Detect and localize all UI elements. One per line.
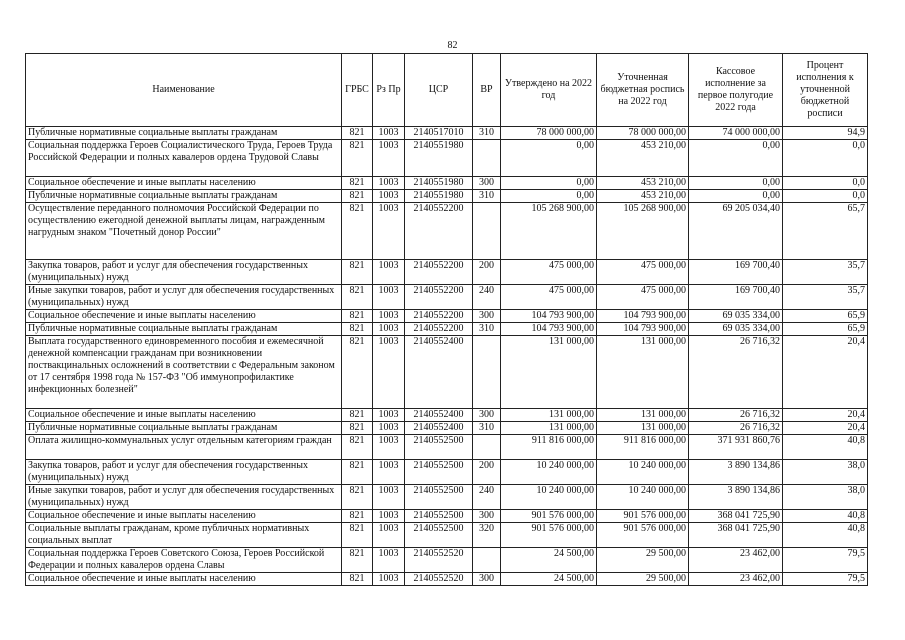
cell-rzpr: 1003 — [373, 285, 405, 310]
cell-name: Социальное обеспечение и иные выплаты населению — [26, 177, 342, 190]
cell-approved: 911 816 000,00 — [501, 435, 597, 460]
table-row — [26, 573, 868, 586]
cell-csr: 2140551980 — [405, 190, 473, 203]
cell-rzpr: 1003 — [373, 548, 405, 573]
cell-csr: 2140552500 — [405, 460, 473, 485]
cell-name: Иные закупки товаров, работ и услуг для обеспечения государственных (муниципальных) нужд — [26, 285, 342, 310]
cell-percent: 38,0 — [783, 485, 868, 510]
header-name: Наименование — [26, 54, 342, 127]
table-row — [26, 435, 868, 460]
cell-approved: 104 793 900,00 — [501, 323, 597, 336]
cell-name: Оплата жилищно-коммунальных услуг отдельным категориям граждан — [26, 435, 342, 460]
cell-vr: 310 — [473, 422, 501, 435]
cell-rzpr: 1003 — [373, 127, 405, 140]
table-row — [26, 323, 868, 336]
cell-refined: 29 500,00 — [597, 573, 689, 586]
cell-refined: 131 000,00 — [597, 336, 689, 409]
header-percent: Процент исполнения к уточненной бюджетной росписи — [783, 54, 868, 127]
cell-csr: 2140552500 — [405, 485, 473, 510]
cell-vr: 300 — [473, 310, 501, 323]
header-csr: ЦСР — [405, 54, 473, 127]
cell-csr: 2140552400 — [405, 422, 473, 435]
cell-rzpr: 1003 — [373, 460, 405, 485]
header-grbs: ГРБС — [342, 54, 373, 127]
cell-csr: 2140552200 — [405, 285, 473, 310]
table-row — [26, 140, 868, 177]
cell-grbs: 821 — [342, 485, 373, 510]
cell-csr: 2140552520 — [405, 548, 473, 573]
cell-grbs: 821 — [342, 127, 373, 140]
cell-approved: 0,00 — [501, 140, 597, 177]
cell-refined: 10 240 000,00 — [597, 460, 689, 485]
table-row — [26, 285, 868, 310]
cell-executed: 69 035 334,00 — [689, 310, 783, 323]
header-executed: Кассовое исполнение за первое полугодие 2022 года — [689, 54, 783, 127]
cell-executed: 169 700,40 — [689, 260, 783, 285]
cell-name: Публичные нормативные социальные выплаты гражданам — [26, 127, 342, 140]
table-row — [26, 523, 868, 548]
table-row — [26, 310, 868, 323]
cell-name: Социальное обеспечение и иные выплаты населению — [26, 510, 342, 523]
table-row — [26, 190, 868, 203]
cell-csr: 2140517010 — [405, 127, 473, 140]
table-row — [26, 177, 868, 190]
cell-name: Публичные нормативные социальные выплаты гражданам — [26, 323, 342, 336]
cell-rzpr: 1003 — [373, 190, 405, 203]
cell-vr — [473, 548, 501, 573]
cell-refined: 104 793 900,00 — [597, 310, 689, 323]
cell-approved: 131 000,00 — [501, 422, 597, 435]
cell-name: Публичные нормативные социальные выплаты гражданам — [26, 190, 342, 203]
cell-grbs: 821 — [342, 203, 373, 260]
cell-name: Осуществление переданного полномочия Российской Федерации по осуществлению ежегодной денежной выплаты лицам, награжденным нагрудным знаком "Почетный донор России" — [26, 203, 342, 260]
cell-percent: 20,4 — [783, 422, 868, 435]
cell-refined: 78 000 000,00 — [597, 127, 689, 140]
table-row — [26, 127, 868, 140]
cell-executed: 69 205 034,40 — [689, 203, 783, 260]
cell-vr: 310 — [473, 190, 501, 203]
cell-rzpr: 1003 — [373, 310, 405, 323]
cell-executed: 26 716,32 — [689, 409, 783, 422]
cell-approved: 104 793 900,00 — [501, 310, 597, 323]
table-row — [26, 548, 868, 573]
cell-executed: 368 041 725,90 — [689, 523, 783, 548]
cell-refined: 901 576 000,00 — [597, 510, 689, 523]
cell-grbs: 821 — [342, 523, 373, 548]
cell-refined: 131 000,00 — [597, 422, 689, 435]
cell-refined: 453 210,00 — [597, 140, 689, 177]
cell-approved: 131 000,00 — [501, 409, 597, 422]
cell-refined: 453 210,00 — [597, 177, 689, 190]
cell-vr: 240 — [473, 485, 501, 510]
cell-approved: 24 500,00 — [501, 548, 597, 573]
cell-percent: 65,9 — [783, 310, 868, 323]
cell-executed: 0,00 — [689, 190, 783, 203]
cell-approved: 901 576 000,00 — [501, 523, 597, 548]
cell-vr — [473, 140, 501, 177]
cell-grbs: 821 — [342, 573, 373, 586]
cell-rzpr: 1003 — [373, 523, 405, 548]
cell-approved: 10 240 000,00 — [501, 460, 597, 485]
cell-vr: 300 — [473, 409, 501, 422]
cell-executed: 368 041 725,90 — [689, 510, 783, 523]
header-row — [26, 54, 868, 127]
cell-rzpr: 1003 — [373, 409, 405, 422]
cell-rzpr: 1003 — [373, 177, 405, 190]
cell-executed: 23 462,00 — [689, 573, 783, 586]
cell-refined: 131 000,00 — [597, 409, 689, 422]
cell-csr: 2140551980 — [405, 177, 473, 190]
table-row — [26, 336, 868, 409]
cell-grbs: 821 — [342, 409, 373, 422]
cell-rzpr: 1003 — [373, 323, 405, 336]
cell-name: Социальная поддержка Героев Советского Союза, Героев Российской Федерации и полных кавалеров ордена Славы — [26, 548, 342, 573]
budget-table — [25, 53, 868, 586]
cell-name: Социальная поддержка Героев Социалистического Труда, Героев Труда Российской Федерации и полных кавалеров ордена Трудовой Славы — [26, 140, 342, 177]
cell-refined: 911 816 000,00 — [597, 435, 689, 460]
cell-rzpr: 1003 — [373, 435, 405, 460]
cell-csr: 2140552200 — [405, 310, 473, 323]
cell-vr: 300 — [473, 177, 501, 190]
cell-vr: 200 — [473, 460, 501, 485]
cell-grbs: 821 — [342, 510, 373, 523]
cell-percent: 94,9 — [783, 127, 868, 140]
cell-vr — [473, 203, 501, 260]
cell-executed: 0,00 — [689, 177, 783, 190]
cell-csr: 2140552500 — [405, 435, 473, 460]
cell-vr: 200 — [473, 260, 501, 285]
table-row — [26, 203, 868, 260]
cell-approved: 475 000,00 — [501, 285, 597, 310]
cell-grbs: 821 — [342, 422, 373, 435]
cell-percent: 20,4 — [783, 409, 868, 422]
cell-name: Социальное обеспечение и иные выплаты населению — [26, 310, 342, 323]
cell-executed: 0,00 — [689, 140, 783, 177]
cell-executed: 23 462,00 — [689, 548, 783, 573]
cell-approved: 475 000,00 — [501, 260, 597, 285]
table-row — [26, 260, 868, 285]
cell-refined: 475 000,00 — [597, 260, 689, 285]
cell-executed: 371 931 860,76 — [689, 435, 783, 460]
cell-percent: 40,8 — [783, 523, 868, 548]
cell-approved: 901 576 000,00 — [501, 510, 597, 523]
cell-refined: 105 268 900,00 — [597, 203, 689, 260]
cell-executed: 69 035 334,00 — [689, 323, 783, 336]
cell-csr: 2140552200 — [405, 203, 473, 260]
cell-csr: 2140552200 — [405, 260, 473, 285]
cell-refined: 475 000,00 — [597, 285, 689, 310]
cell-name: Публичные нормативные социальные выплаты гражданам — [26, 422, 342, 435]
cell-grbs: 821 — [342, 285, 373, 310]
cell-percent: 35,7 — [783, 260, 868, 285]
cell-executed: 169 700,40 — [689, 285, 783, 310]
cell-executed: 26 716,32 — [689, 336, 783, 409]
cell-grbs: 821 — [342, 190, 373, 203]
cell-grbs: 821 — [342, 140, 373, 177]
cell-name: Закупка товаров, работ и услуг для обеспечения государственных (муниципальных) нужд — [26, 260, 342, 285]
cell-executed: 3 890 134,86 — [689, 460, 783, 485]
cell-percent: 65,7 — [783, 203, 868, 260]
cell-percent: 79,5 — [783, 573, 868, 586]
cell-csr: 2140552520 — [405, 573, 473, 586]
cell-name: Социальное обеспечение и иные выплаты населению — [26, 573, 342, 586]
cell-vr: 310 — [473, 323, 501, 336]
cell-name: Иные закупки товаров, работ и услуг для обеспечения государственных (муниципальных) нужд — [26, 485, 342, 510]
cell-rzpr: 1003 — [373, 422, 405, 435]
cell-name: Социальные выплаты гражданам, кроме публичных нормативных социальных выплат — [26, 523, 342, 548]
header-approved: Утверждено на 2022 год — [501, 54, 597, 127]
table-row — [26, 409, 868, 422]
cell-vr: 310 — [473, 127, 501, 140]
cell-percent: 65,9 — [783, 323, 868, 336]
cell-approved: 24 500,00 — [501, 573, 597, 586]
cell-grbs: 821 — [342, 310, 373, 323]
cell-executed: 26 716,32 — [689, 422, 783, 435]
cell-vr — [473, 435, 501, 460]
cell-rzpr: 1003 — [373, 336, 405, 409]
cell-grbs: 821 — [342, 548, 373, 573]
cell-vr — [473, 336, 501, 409]
cell-name: Закупка товаров, работ и услуг для обеспечения государственных (муниципальных) нужд — [26, 460, 342, 485]
cell-grbs: 821 — [342, 323, 373, 336]
cell-grbs: 821 — [342, 460, 373, 485]
cell-csr: 2140551980 — [405, 140, 473, 177]
cell-percent: 0,0 — [783, 177, 868, 190]
cell-grbs: 821 — [342, 336, 373, 409]
cell-percent: 79,5 — [783, 548, 868, 573]
cell-csr: 2140552400 — [405, 409, 473, 422]
table-row — [26, 485, 868, 510]
cell-approved: 105 268 900,00 — [501, 203, 597, 260]
cell-approved: 78 000 000,00 — [501, 127, 597, 140]
cell-executed: 74 000 000,00 — [689, 127, 783, 140]
cell-csr: 2140552500 — [405, 510, 473, 523]
cell-grbs: 821 — [342, 177, 373, 190]
cell-name: Выплата государственного единовременного пособия и ежемесячной денежной компенсации гражданам при возникновении поствакцинальных осложнений в соответствии с Федеральным законом от 17 сентября 1998 года № 157-ФЗ "Об иммунопрофилактике инфекционных болезней" — [26, 336, 342, 409]
cell-approved: 131 000,00 — [501, 336, 597, 409]
cell-approved: 0,00 — [501, 177, 597, 190]
cell-refined: 10 240 000,00 — [597, 485, 689, 510]
cell-vr: 300 — [473, 573, 501, 586]
header-rzpr: Рз Пр — [373, 54, 405, 127]
cell-percent: 35,7 — [783, 285, 868, 310]
header-vr: ВР — [473, 54, 501, 127]
cell-refined: 29 500,00 — [597, 548, 689, 573]
cell-grbs: 821 — [342, 260, 373, 285]
cell-csr: 2140552400 — [405, 336, 473, 409]
page-number: 82 — [447, 40, 458, 51]
cell-executed: 3 890 134,86 — [689, 485, 783, 510]
cell-rzpr: 1003 — [373, 260, 405, 285]
cell-name: Социальное обеспечение и иные выплаты населению — [26, 409, 342, 422]
cell-refined: 453 210,00 — [597, 190, 689, 203]
cell-vr: 240 — [473, 285, 501, 310]
cell-rzpr: 1003 — [373, 485, 405, 510]
cell-csr: 2140552200 — [405, 323, 473, 336]
cell-rzpr: 1003 — [373, 140, 405, 177]
cell-grbs: 821 — [342, 435, 373, 460]
cell-percent: 40,8 — [783, 510, 868, 523]
table-row — [26, 510, 868, 523]
table-row — [26, 422, 868, 435]
cell-percent: 40,8 — [783, 435, 868, 460]
cell-rzpr: 1003 — [373, 573, 405, 586]
cell-vr: 300 — [473, 510, 501, 523]
cell-percent: 20,4 — [783, 336, 868, 409]
cell-percent: 0,0 — [783, 140, 868, 177]
table-row — [26, 460, 868, 485]
cell-percent: 0,0 — [783, 190, 868, 203]
header-refined: Уточненная бюджетная роспись на 2022 год — [597, 54, 689, 127]
cell-approved: 0,00 — [501, 190, 597, 203]
cell-approved: 10 240 000,00 — [501, 485, 597, 510]
cell-rzpr: 1003 — [373, 203, 405, 260]
cell-refined: 901 576 000,00 — [597, 523, 689, 548]
cell-csr: 2140552500 — [405, 523, 473, 548]
cell-rzpr: 1003 — [373, 510, 405, 523]
cell-vr: 320 — [473, 523, 501, 548]
cell-refined: 104 793 900,00 — [597, 323, 689, 336]
cell-percent: 38,0 — [783, 460, 868, 485]
